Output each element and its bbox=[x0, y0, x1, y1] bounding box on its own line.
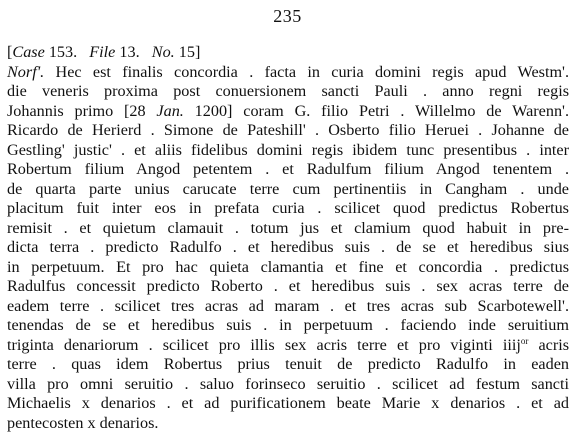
text-line: de quarta parte unius carucate terre cum pertinentiis in Cangham . unde bbox=[7, 179, 569, 198]
text-line-part: triginta denariorum . scilicet pro illis sex acris terre et pro viginti iiij bbox=[7, 335, 521, 354]
text-line: die veneris proxima post conuersionem sancti Pauli . anno regni regis bbox=[7, 82, 569, 100]
text-line-content: Hec est finalis concordia . facta in curia domini regis apud Westm'. bbox=[44, 62, 569, 81]
superscript-or: or bbox=[520, 335, 529, 346]
page-number: 235 bbox=[273, 6, 302, 26]
text-line: placitum fuit inter eos in prefata curia . scilicet quod predictus Robertus bbox=[7, 199, 569, 217]
text-line: terre . quas idem Robertus prius tenuit de predicto Radulfo in eaden bbox=[7, 355, 569, 373]
text-line-part: Johannis primo [28 bbox=[7, 101, 157, 120]
text-line: tenendas de se et heredibus suis . in perpetuum . faciendo inde seruitium bbox=[7, 316, 569, 334]
text-line bbox=[7, 63, 569, 83]
case-number: 153. bbox=[48, 43, 78, 61]
text-line: Gestling' justic' . et aliis fidelibus domini regis ibidem tunc presentibus . inter bbox=[7, 140, 569, 159]
text-line-part: 1200] coram G. filio Petri . Willelmo de Warenn'. bbox=[183, 101, 569, 120]
county-marker: Norf'. bbox=[7, 62, 45, 81]
text-line: remisit . et quietum clamauit . totum jus et clamium quod habuit in pre- bbox=[7, 218, 569, 237]
no-label: No. bbox=[151, 43, 175, 61]
text-line: dicta terra . predicto Radulfo . et heredibus suis . de se et heredibus sius bbox=[7, 238, 569, 256]
record-open-bracket: [ bbox=[7, 43, 13, 61]
record-reference bbox=[7, 43, 569, 63]
text-line: eadem terre . scilicet tres acras ad maram . et tres acras sub Scarbotewell'. bbox=[7, 296, 569, 315]
text-line: Michaelis x denarios . et ad purificationem beate Marie x denarios . et ad bbox=[7, 394, 569, 412]
file-number: 13. bbox=[119, 43, 140, 61]
text-line: pentecosten x denarios. bbox=[7, 413, 159, 432]
text-line: in perpetuum. Et pro hac quieta clamantia et fine et concordia . predictus bbox=[7, 257, 569, 276]
document-body bbox=[7, 43, 569, 433]
text-line: Ricardo de Herierd . Simone de Pateshill' . Osberto filio Heruei . Johanne de bbox=[7, 121, 569, 139]
text-line: Radulfus concessit predicto Roberto . et heredibus suis . sex acras terre de bbox=[7, 277, 569, 295]
text-line bbox=[7, 102, 569, 122]
date-month: Jan. bbox=[156, 101, 184, 120]
text-line: Robertum filium Angod petentem . et Radulfum filium Angod tenentem . bbox=[7, 160, 569, 178]
text-line: villa pro omni seruitio . saluo forinseco seruitio . scilicet ad festum sancti bbox=[7, 374, 569, 393]
text-line bbox=[7, 336, 569, 356]
case-label: Case bbox=[12, 43, 45, 61]
no-number: 15] bbox=[178, 43, 201, 61]
text-line-part: acris bbox=[528, 335, 570, 354]
file-label: File bbox=[89, 43, 116, 61]
